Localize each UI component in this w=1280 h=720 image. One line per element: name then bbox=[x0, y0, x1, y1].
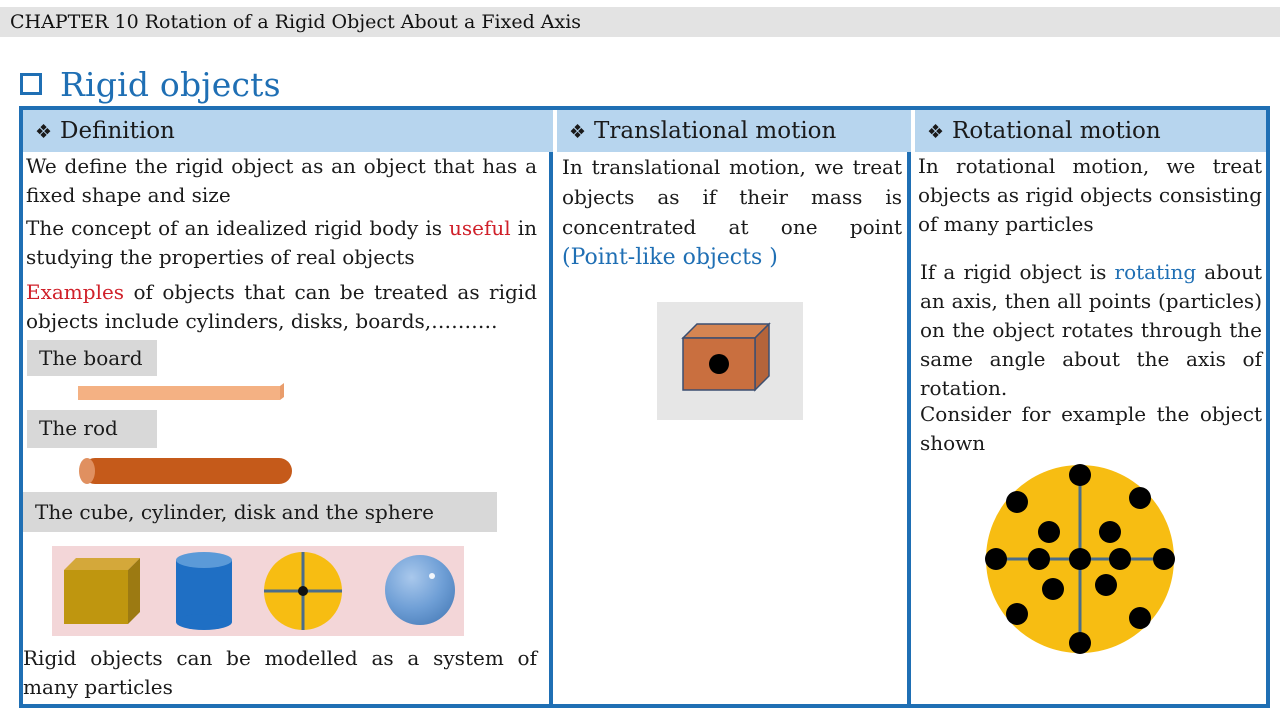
definition-p3-highlight: Examples bbox=[26, 280, 125, 304]
particle bbox=[1109, 548, 1131, 570]
rotational-header-label: Rotational motion bbox=[952, 118, 1161, 144]
rod-body bbox=[82, 458, 292, 484]
board-label bbox=[27, 340, 157, 376]
definition-p2-text: The concept of an idealized rigid body is bbox=[26, 216, 450, 240]
four-diamond-bullet-icon: ❖ bbox=[35, 121, 53, 143]
slide-title: Rigid objects bbox=[60, 64, 281, 104]
rod-label bbox=[27, 410, 157, 448]
rotational-paragraph-2 bbox=[920, 258, 1262, 403]
particle bbox=[1153, 548, 1175, 570]
rotational-p3-text: Consider for example the object shown bbox=[920, 402, 1262, 455]
rotational-paragraph-3 bbox=[920, 400, 1262, 458]
four-diamond-bullet-icon: ❖ bbox=[569, 121, 587, 143]
shapes-label bbox=[23, 492, 497, 532]
chapter-title: CHAPTER 10 Rotation of a Rigid Object About a Fixed Axis bbox=[10, 11, 582, 33]
shapes-panel bbox=[52, 546, 464, 636]
particle bbox=[985, 548, 1007, 570]
board-label-text: The board bbox=[39, 346, 143, 370]
definition-p2-highlight: useful bbox=[449, 216, 511, 240]
center-of-mass-dot bbox=[709, 354, 729, 374]
particle bbox=[1129, 487, 1151, 509]
rotational-p2-rest: about an axis, then all points (particles) on the object rotates through the same angle about the axis of rotation. bbox=[920, 260, 1262, 400]
rotational-paragraph-1 bbox=[918, 152, 1262, 239]
particle bbox=[1038, 521, 1060, 543]
particle bbox=[1069, 632, 1091, 654]
definition-p4-text: Rigid objects can be modelled as a system of many particles bbox=[23, 646, 537, 699]
definition-p2-rest: in studying the properties of real objects bbox=[26, 216, 538, 269]
translational-p1-text: In translational motion, we treat objects as if their mass is concentrated at one point bbox=[562, 155, 902, 239]
particle bbox=[1006, 603, 1028, 625]
translational-highlight: (Point-like objects ) bbox=[562, 245, 778, 270]
chapter-bar bbox=[0, 7, 1280, 37]
translational-header-label: Translational motion bbox=[594, 118, 837, 144]
rotational-column bbox=[911, 106, 1270, 708]
cube-shape bbox=[64, 558, 140, 624]
four-diamond-bullet-icon: ❖ bbox=[927, 121, 945, 143]
translational-header bbox=[557, 110, 911, 152]
definition-header-label: Definition bbox=[60, 118, 175, 144]
particle bbox=[1069, 464, 1091, 486]
rotational-p2-highlight: rotating bbox=[1114, 260, 1197, 284]
sphere-shape bbox=[385, 555, 455, 625]
rod-illustration bbox=[74, 456, 296, 486]
definition-paragraph-1 bbox=[26, 152, 537, 210]
particle bbox=[1095, 574, 1117, 596]
shapes-illustration bbox=[52, 546, 464, 636]
board-illustration bbox=[74, 380, 286, 404]
particle bbox=[1069, 548, 1091, 570]
rotating-disk-illustration bbox=[983, 462, 1177, 656]
rotational-p1-text: In rotational motion, we treat objects as rigid objects consisting of many particles bbox=[918, 154, 1262, 236]
square-bullet-icon bbox=[20, 73, 42, 95]
translational-paragraph bbox=[562, 152, 902, 273]
slide-title-row bbox=[20, 64, 281, 104]
definition-header bbox=[23, 110, 553, 152]
definition-paragraph-2 bbox=[26, 214, 537, 272]
disk-shape bbox=[264, 552, 342, 630]
particle bbox=[1042, 578, 1064, 600]
shapes-label-text: The cube, cylinder, disk and the sphere bbox=[35, 500, 434, 524]
point-like-box-illustration bbox=[657, 302, 803, 420]
definition-column bbox=[19, 106, 553, 708]
board-face bbox=[78, 386, 280, 400]
definition-p3-text: of objects that can be treated as rigid objects include cylinders, disks, boards,………. bbox=[26, 280, 537, 333]
particle bbox=[1099, 521, 1121, 543]
rod-end bbox=[79, 458, 95, 484]
rod-label-text: The rod bbox=[39, 416, 118, 440]
translational-column bbox=[553, 106, 911, 708]
definition-paragraph-4 bbox=[23, 644, 537, 702]
particle bbox=[1006, 491, 1028, 513]
rotational-header bbox=[915, 110, 1266, 152]
particle bbox=[1129, 607, 1151, 629]
particle bbox=[1028, 548, 1050, 570]
definition-p1-text: We define the rigid object as an object that has a fixed shape and size bbox=[26, 154, 537, 207]
definition-paragraph-3 bbox=[26, 278, 537, 336]
rotational-p2-text: If a rigid object is bbox=[920, 260, 1115, 284]
cylinder-shape bbox=[176, 552, 232, 630]
